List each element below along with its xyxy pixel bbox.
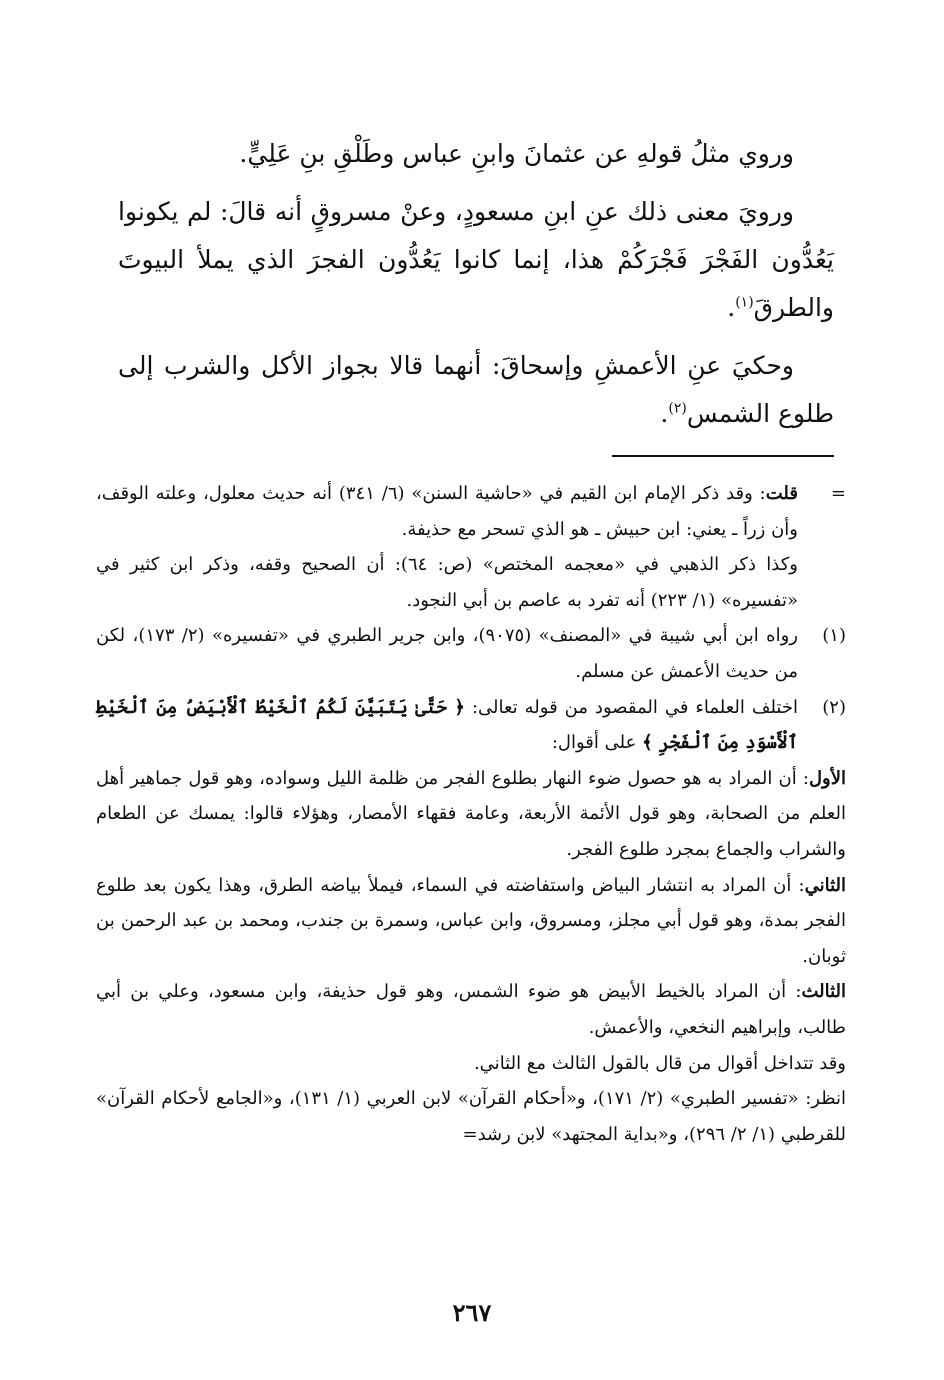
main-paragraph-3: وحكيَ عنِ الأعمشِ وإسحاقَ: أنهما قالا بجواز الأكل والشرب إلى طلوع الشمس$^{(٢)}$. (118, 351, 834, 428)
continuation-marker: = (830, 483, 846, 504)
footnote-1 (96, 618, 846, 689)
footnote-1-marker: (١) (822, 625, 846, 647)
main-text (118, 130, 834, 448)
footnote-1-text: رواه ابن أبي شيبة في «المصنف» (٩٠٧٥)، وابن جرير الطبري في «تفسيره» (٢/ ١٧٣)، لكن من حديث الأعمش عن مسلم. (96, 625, 798, 682)
footnote-separator (612, 455, 834, 457)
opinion-third: الثالث: أن المراد بالخيط الأبيض هو ضوء الشمس، وهو قول حذيفة، وابن مسعود، وعلي بن أبي طالب، وإبراهيم النخعي، والأعمش. (96, 981, 846, 1038)
footnote-2-marker: (٢) (822, 696, 846, 718)
footnote-ref-2: (٢) (668, 400, 687, 417)
footnote-2-continued (96, 761, 846, 1153)
main-paragraph-2: ورويَ معنى ذلك عنِ ابنِ مسعودٍ، وعنْ مسروقٍ أنه قالَ: لم يكونوا يَعُدُّون الفَجْرَ فَجْرَكُمْ هذا، إنما كانوا يَعُدُّون الفجرَ الذي يملأ البيوتَ والطرقَ$^{(١)}$. (118, 197, 834, 322)
opinion-first: الأول: أن المراد به هو حصول ضوء النهار بطلوع الفجر من ظلمة الليل وسواده، وهو قول جماهير أهل العلم من الصحابة، وهو قول الأئمة الأربعة، وعامة فقهاء الأمصار، وهؤلاء قالوا: يمسك عن الطعام والشراب والجماع بمجرد طلوع الفجر. (96, 767, 846, 860)
footnote-2 (96, 690, 846, 761)
main-paragraph-1: وروي مثلُ قولهِ عن عثمانَ وابنِ عباس وطَلْقِ بنِ عَلِيٍّ. (239, 139, 794, 168)
footnote-continuation (96, 476, 846, 618)
keyword-qultu: قلت (765, 483, 798, 504)
page-number: ٢٦٧ (452, 1298, 492, 1327)
footnote-ref-1: (١) (735, 294, 754, 311)
footnote-2-intro: اختلف العلماء في المقصود من قوله تعالى: ﴿ حَتَّىٰ يَتَبَيَّنَ لَكُمُ ٱلْخَيْطُ ٱلْأَبْيَضُ مِنَ ٱلْخَيْطِ ٱلْأَسْوَدِ مِنَ ٱلْفَجْرِ ﴾ على أقوال: (96, 696, 798, 754)
keyword-second: الثاني (804, 874, 846, 896)
opinion-second: الثاني: أن المراد به انتشار البياض واستفاضته في السماء، فيملأ بياضه الطرق، وهذا يكون بعد طلوع الفجر بمدة، وهو قول أبي مجلز، ومسروق، وابن عباس، وسمرة بن جندب، ومحمد بن عبد الرحمن بن ثوبان. (96, 874, 846, 967)
continuation-paragraph-1: قلت: وقد ذكر الإمام ابن القيم في «حاشية السنن» (٦/ ٣٤١) أنه حديث معلول، وعلته الوقف، وأن زراً ـ يعني: ابن حبيش ـ هو الذي تسحر مع حذيفة. (96, 483, 798, 540)
keyword-third: الثالث (801, 981, 846, 1003)
overlap-note: وقد تتداخل أقوال من قال بالقول الثالث مع الثاني. (473, 1052, 846, 1074)
references: انظر: «تفسير الطبري» (٢/ ١٧١)، و«أحكام القرآن» لابن العربي (١/ ١٣١)، و«الجامع لأحكام القرآن» للقرطبي (١/ ٢/ ٢٩٦)، و«بداية المجتهد» لابن رشد= (96, 1088, 846, 1145)
quran-verse: ﴿ حَتَّىٰ يَتَبَيَّنَ لَكُمُ ٱلْخَيْطُ ٱلْأَبْيَضُ مِنَ ٱلْخَيْطِ ٱلْأَسْوَدِ مِنَ ٱلْفَجْرِ ﴾ (96, 696, 798, 754)
keyword-first: الأول (808, 767, 846, 789)
continuation-paragraph-2: وكذا ذكر الذهبي في «معجمه المختص» (ص: ٦٤): أن الصحيح وقفه، وذكر ابن كثير في «تفسيره» (١/ ٢٢٣) أنه تفرد به عاصم بن أبي النجود. (96, 554, 798, 611)
footnotes (96, 476, 846, 1152)
